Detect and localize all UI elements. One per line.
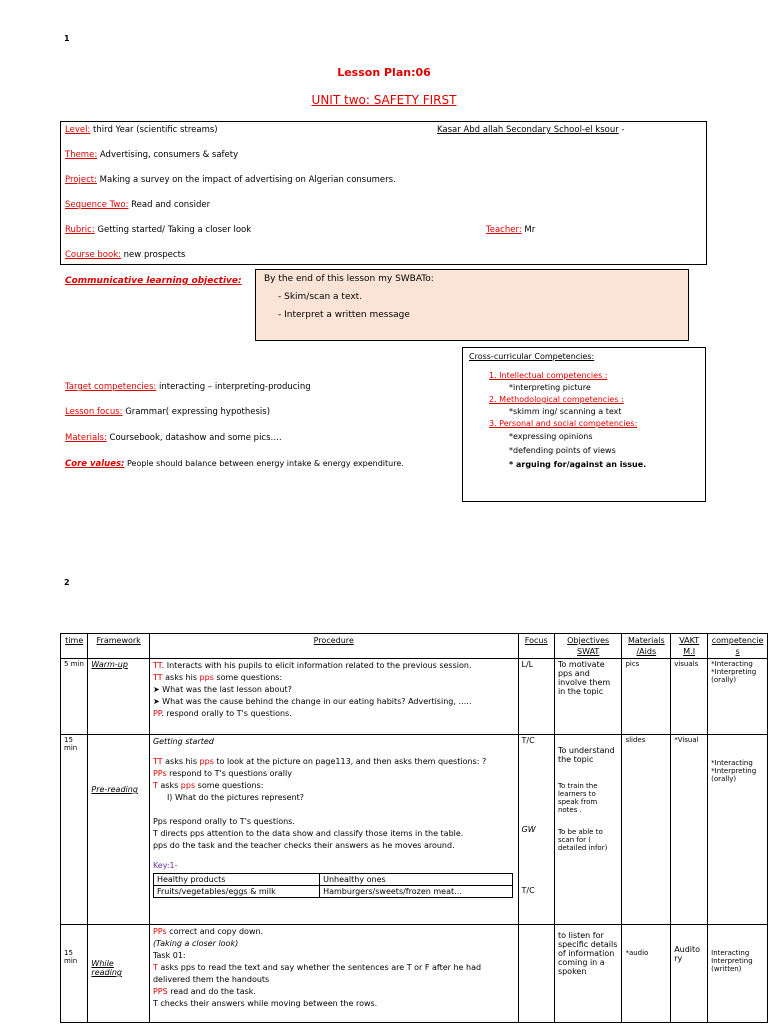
procedure-cell: PPs correct and copy down. (Taking a closer look) Task 01: T asks pps to read the text and say whether the sentences are T or F after he had delivered them the handouts PPS read and do the task. T checks their answers while moving between the rows. bbox=[149, 925, 518, 1023]
key-table: Healthy products Unhealthy ones Fruits/vegetables/eggs & milk Hamburgers/sweets/frozen meat… bbox=[153, 873, 513, 898]
col-header-competencies: competencie s bbox=[708, 634, 768, 659]
target-competencies bbox=[65, 382, 311, 392]
teacher-value: Mr bbox=[521, 225, 536, 235]
objective-label: Communicative learning objective: bbox=[65, 276, 242, 286]
teacher-label: Teacher: bbox=[486, 225, 522, 235]
materials-value: Coursebook, datashow and some pics…. bbox=[106, 433, 282, 443]
school-name: Kasar Abd allah Secondary School-el ksour bbox=[437, 125, 619, 135]
page-title: Lesson Plan:06 bbox=[337, 66, 431, 79]
framework-cell: While reading bbox=[88, 925, 150, 1023]
objective-item: - Interpret a written message bbox=[278, 310, 410, 320]
school-suffix: - bbox=[618, 125, 625, 135]
objective-item: - Skim/scan a text. bbox=[278, 292, 363, 302]
procedure-table bbox=[60, 633, 768, 1023]
cross-item-intellectual: 1. Intellectual competencies : bbox=[489, 371, 608, 380]
page-number: 2 bbox=[64, 578, 70, 587]
sequence-value: Read and consider bbox=[128, 200, 211, 210]
vakt-cell: *Visual bbox=[671, 735, 708, 925]
materials-cell: *audio bbox=[622, 925, 671, 1023]
lesson-focus bbox=[65, 407, 270, 417]
core-values bbox=[65, 459, 404, 469]
objective-box bbox=[255, 269, 689, 341]
values-value: People should balance between energy intake & energy expenditure. bbox=[124, 459, 404, 468]
cross-item-personal: 3. Personal and social competencies: bbox=[489, 419, 638, 428]
competencies-cell: Interacting Interpreting (written) bbox=[708, 925, 768, 1023]
level-label: Level: bbox=[65, 125, 91, 135]
competencies-cell: *Interacting *Interpreting (orally) bbox=[708, 659, 768, 735]
level-value: third Year (scientific streams) bbox=[90, 125, 218, 135]
vakt-cell: Audito ry bbox=[671, 925, 708, 1023]
cross-title: Cross-curricular Competencies: bbox=[469, 352, 595, 361]
values-label: Core values: bbox=[65, 459, 125, 469]
procedure-cell: TT. Interacts with his pupils to elicit information related to the previous session. TT asks his pps some questions: ➤ What was the last lesson about? ➤ What was the cause behind the change in our eating habits? Advertising, ….. PP. respond orally to T's questions. bbox=[149, 659, 518, 735]
project-label: Project: bbox=[65, 175, 97, 185]
cross-curricular-box bbox=[462, 347, 706, 502]
time-cell: 15 min bbox=[61, 925, 88, 1023]
theme-label: Theme: bbox=[65, 150, 98, 160]
objective-intro: By the end of this lesson my SWBATo: bbox=[264, 274, 434, 284]
objectives-cell: To understand the topic To train the learners to speak from notes . To be able to scan for ( detailed infor) bbox=[554, 735, 622, 925]
rubric-value: Getting started/ Taking a closer look bbox=[94, 225, 252, 235]
table-row bbox=[61, 925, 768, 1023]
target-value: interacting – interpreting-producing bbox=[156, 382, 311, 392]
page-number: 1 bbox=[64, 34, 70, 43]
cross-sub: *expressing opinions bbox=[509, 432, 593, 441]
cross-sub: *interpreting picture bbox=[509, 383, 591, 392]
procedure-cell: Getting started TT asks his pps to look at the picture on page113, and then asks them questions: ? PPs respond to T's questions orally T asks pps some questions: I) What do the pictures represent? Pps respond orally to T's questions. T directs pps attention to the data show and classify those items in the table. pps do the task and the teacher checks their answers as he moves around. Key:1- Healthy products Unhealthy ones Fruits/vegetables/eggs & milk Hamburgers/sweets/frozen meat… bbox=[149, 735, 518, 925]
col-header-vakt: VAKT M.I bbox=[671, 634, 708, 659]
col-header-focus: Focus bbox=[518, 634, 554, 659]
coursebook-label: Course book: bbox=[65, 250, 121, 260]
col-header-objectives: Objectives SWAT bbox=[554, 634, 622, 659]
cross-sub: *defending points of views bbox=[509, 446, 616, 455]
lesson-info-box bbox=[60, 121, 707, 265]
vakt-cell: visuals bbox=[671, 659, 708, 735]
unit-title: UNIT two: SAFETY FIRST bbox=[311, 93, 457, 107]
competencies-cell: *Interacting *Interpreting (orally) bbox=[708, 735, 768, 925]
framework-cell: Pre-reading bbox=[88, 735, 150, 925]
time-cell: 15 min bbox=[61, 735, 88, 925]
col-header-materials: Materials /Aids bbox=[622, 634, 671, 659]
table-row bbox=[61, 735, 768, 925]
table-row bbox=[61, 659, 768, 735]
focus-cell: L/L bbox=[518, 659, 554, 735]
col-header-framework: Framework bbox=[88, 634, 150, 659]
key-label: Key:1- bbox=[152, 861, 178, 870]
rubric-label: Rubric: bbox=[65, 225, 95, 235]
cross-sub: * arguing for/against an issue. bbox=[509, 460, 647, 469]
focus-value: Grammar( expressing hypothesis) bbox=[122, 407, 271, 417]
focus-cell: T/C GW T/C bbox=[518, 735, 554, 925]
focus-cell bbox=[518, 925, 554, 1023]
sequence-label: Sequence Two: bbox=[65, 200, 129, 210]
time-cell: 5 min bbox=[61, 659, 88, 735]
cross-item-methodological: 2. Methodological competencies : bbox=[489, 395, 624, 404]
objectives-cell: to listen for specific details of information coming in a spoken bbox=[554, 925, 622, 1023]
project-value: Making a survey on the impact of advertising on Algerian consumers. bbox=[96, 175, 396, 185]
materials-cell: pics bbox=[622, 659, 671, 735]
target-label: Target competencies: bbox=[65, 382, 157, 392]
cross-sub: *skimm ing/ scanning a text bbox=[509, 407, 622, 416]
coursebook-value: new prospects bbox=[120, 250, 186, 260]
focus-label: Lesson focus: bbox=[65, 407, 123, 417]
materials bbox=[65, 433, 282, 443]
theme-value: Advertising, consumers & safety bbox=[97, 150, 239, 160]
materials-cell: slides bbox=[622, 735, 671, 925]
materials-label: Materials: bbox=[65, 433, 107, 443]
objectives-cell: To motivate pps and involve them in the topic bbox=[554, 659, 622, 735]
col-header-time: time bbox=[61, 634, 88, 659]
col-header-procedure: Procedure bbox=[149, 634, 518, 659]
framework-cell: Warm-up bbox=[88, 659, 150, 735]
